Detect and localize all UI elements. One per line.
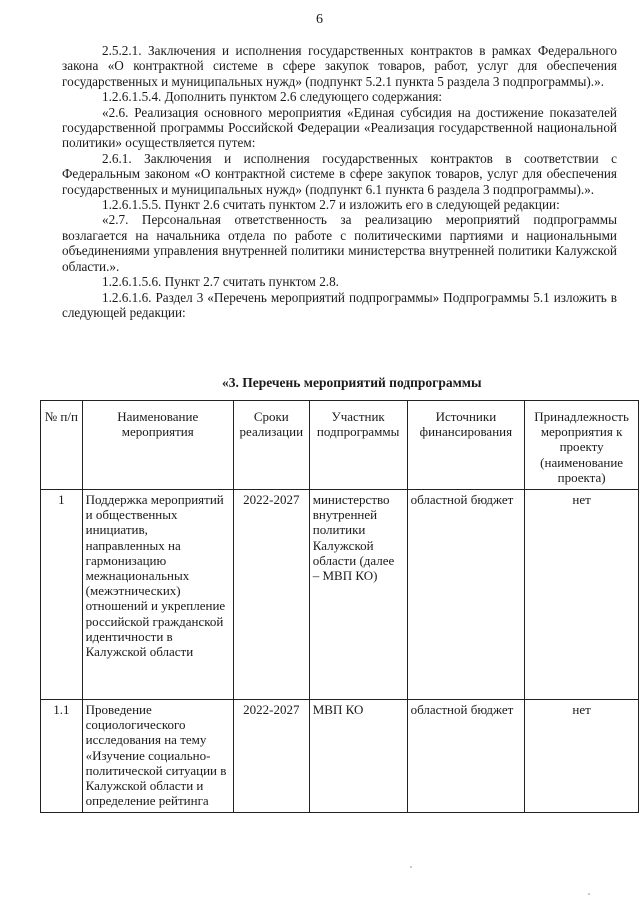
paragraph: 1.2.6.1.6. Раздел 3 «Перечень мероприятий подпрограммы» Подпрограммы 5.1 изложить в следующей редакции:: [62, 289, 617, 320]
header-name: Наименование мероприятия: [82, 401, 233, 490]
header-period: Сроки реализации: [233, 401, 309, 490]
table-row: [41, 700, 639, 813]
page-number: 6: [316, 12, 323, 27]
header-project: Принадлежность мероприятия к проекту (наименование проекта): [525, 401, 639, 490]
cell-source: областной бюджет: [407, 490, 525, 700]
paragraph: 2.6.1. Заключения и исполнения государственных контрактов в соответствии с Федеральным законом «О контрактной системе в сфере закупок товаров, услуг для обеспечения государственных и муниципальных нужд» (подпункт 6.1 пункта 6 раздела 3 подпрограммы).».: [62, 150, 617, 197]
cell-period: 2022-2027: [233, 700, 309, 813]
header-number: № п/п: [41, 401, 83, 490]
cell-name: Проведение социологического исследования на тему «Изучение социально-политической ситуации в Калужской области и определение рейтинга: [82, 700, 233, 813]
cell-name: Поддержка мероприятий и общественных инициатив, направленных на гармонизацию межнациональных (межэтнических) отношений и укрепление российской гражданской идентичности в Калужской области: [82, 490, 233, 700]
header-participant: Участник подпрограммы: [309, 401, 407, 490]
cell-participant: МВП КО: [309, 700, 407, 813]
cell-period: 2022-2027: [233, 490, 309, 700]
cell-project: нет: [525, 700, 639, 813]
paragraph: 1.2.6.1.5.5. Пункт 2.6 считать пунктом 2.7 и изложить его в следующей редакции:: [102, 197, 560, 213]
table-header-row: [41, 401, 639, 490]
cell-participant: министерство внутренней политики Калужской области (далее – МВП КО): [309, 490, 407, 700]
section-title: «3. Перечень мероприятий подпрограммы: [222, 375, 482, 390]
header-source: Источники финансирования: [407, 401, 525, 490]
paragraph: 1.2.6.1.5.6. Пункт 2.7 считать пунктом 2.8.: [102, 274, 339, 290]
cell-project: нет: [525, 490, 639, 700]
body-text: [62, 43, 617, 320]
scan-speck: [588, 893, 590, 895]
cell-source: областной бюджет: [407, 700, 525, 813]
paragraph: 1.2.6.1.5.4. Дополнить пунктом 2.6 следующего содержания:: [102, 89, 443, 105]
cell-number: 1: [41, 490, 83, 700]
paragraph: «2.7. Персональная ответственность за реализацию мероприятий подпрограммы возлагается на начальника отдела по работе с политическими партиями и национальными объединениями управления внутренней политики министерства внутренней политики Калужской области.».: [62, 212, 617, 274]
scan-speck: [410, 866, 412, 868]
table-row: [41, 490, 639, 700]
paragraph: «2.6. Реализация основного мероприятия «Единая субсидия на достижение показателей государственной программы Российской Федерации «Реализация государственной национальной политики» осуществляется путем:: [62, 104, 617, 151]
events-table: [40, 400, 639, 813]
cell-number: 1.1: [41, 700, 83, 813]
paragraph: 2.5.2.1. Заключения и исполнения государственных контрактов в рамках Федерального закона «О контрактной системе в сфере закупок товаров, работ, услуг для обеспечения государственных и муниципальных нужд» (подпункт 5.2.1 пункта 5 раздела 3 подпрограммы).».: [62, 43, 617, 89]
